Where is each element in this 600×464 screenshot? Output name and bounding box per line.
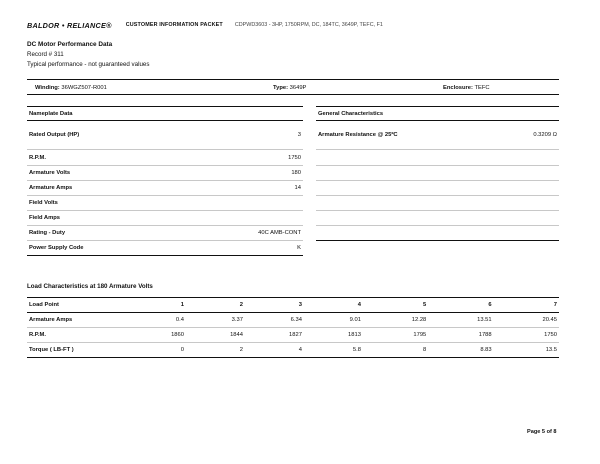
winding-label: Winding: — [35, 84, 60, 91]
table-cell: 1795 — [363, 328, 428, 343]
table-cell: 13.51 — [428, 313, 493, 328]
table-row — [27, 150, 303, 166]
table-row — [27, 181, 303, 196]
row-value: 3 — [297, 132, 301, 138]
enclosure-field — [443, 85, 490, 91]
table-row — [27, 196, 303, 211]
table-cell: 5.8 — [304, 343, 363, 358]
summary-bar — [27, 79, 559, 95]
general-characteristics-table — [316, 106, 559, 241]
load-point-column-header: 3 — [245, 298, 304, 313]
table-row — [316, 166, 559, 181]
record-number: Record # 311 — [27, 51, 64, 58]
table-row — [316, 196, 559, 211]
baldor-reliance-logo: BALDOR • RELIANCE® — [27, 20, 112, 30]
table-row — [27, 166, 303, 181]
row-label: Torque ( LB-FT ) — [27, 343, 127, 358]
load-point-column-header: 1 — [127, 298, 186, 313]
table-cell: 1750 — [494, 328, 559, 343]
table-cell: 13.5 — [494, 343, 559, 358]
general-title: General Characteristics — [316, 106, 559, 121]
table-cell: 2 — [186, 343, 245, 358]
table-cell: 9.01 — [304, 313, 363, 328]
table-cell: 1813 — [304, 328, 363, 343]
table-row — [316, 181, 559, 196]
row-value: 180 — [291, 170, 301, 176]
nameplate-title: Nameplate Data — [27, 106, 303, 121]
table-row — [27, 211, 303, 226]
table-row — [316, 226, 559, 241]
table-cell: 20.45 — [494, 313, 559, 328]
load-point-column-header: 5 — [363, 298, 428, 313]
table-row — [27, 343, 559, 358]
row-label: Power Supply Code — [29, 245, 84, 251]
row-label: Armature Amps — [29, 185, 73, 191]
table-cell: 6.34 — [245, 313, 304, 328]
table-cell: 3.37 — [186, 313, 245, 328]
enclosure-label: Enclosure: — [443, 84, 473, 91]
row-value: 40C AMB-CONT — [258, 230, 301, 236]
load-characteristics-table — [27, 297, 559, 358]
table-cell: 8 — [363, 343, 428, 358]
product-description: CDPWD3603 - 3HP, 1750RPM, DC, 184TC, 3649P, TEFC, F1 — [234, 22, 383, 28]
load-point-column-header: 7 — [494, 298, 559, 313]
load-point-column-header: 6 — [428, 298, 493, 313]
table-cell: 12.28 — [363, 313, 428, 328]
row-label: R.P.M. — [27, 328, 127, 343]
table-cell: 0.4 — [127, 313, 186, 328]
enclosure-value: TEFC — [474, 84, 490, 91]
table-cell: 1844 — [186, 328, 245, 343]
row-label: R.P.M. — [29, 154, 46, 161]
page-number: Page 5 of 8 — [527, 429, 557, 435]
row-value: K — [297, 245, 301, 251]
row-value: 14 — [294, 185, 301, 191]
packet-label: CUSTOMER INFORMATION PACKET — [125, 22, 223, 28]
winding-field — [35, 85, 107, 91]
table-cell: 4 — [245, 343, 304, 358]
row-label: Armature Volts — [29, 170, 71, 176]
load-point-header: Load Point — [27, 298, 127, 313]
row-value: 1750 — [288, 154, 301, 161]
row-label: Field Amps — [29, 215, 61, 221]
intro-block — [27, 41, 149, 68]
row-label: Rated Output (HP) — [29, 132, 80, 138]
document-header — [27, 19, 577, 31]
table-row — [27, 121, 303, 150]
table-cell: 1860 — [127, 328, 186, 343]
row-label: Armature Resistance @ 25ºC — [318, 131, 398, 138]
table-row — [27, 328, 559, 343]
performance-note: Typical performance - not guaranteed values — [27, 61, 150, 68]
load-point-column-header: 4 — [304, 298, 363, 313]
table-row — [316, 211, 559, 226]
load-characteristics-title: Load Characteristics at 180 Armature Volts — [27, 283, 153, 290]
document-title: DC Motor Performance Data — [27, 41, 113, 48]
table-row — [27, 241, 303, 256]
table-row — [27, 313, 559, 328]
winding-value: 36WGZ507-R001 — [61, 84, 107, 91]
type-field — [273, 85, 306, 91]
table-row — [27, 226, 303, 241]
row-label: Field Volts — [29, 200, 58, 206]
load-point-column-header: 2 — [186, 298, 245, 313]
nameplate-table — [27, 106, 303, 256]
table-cell: 8.83 — [428, 343, 493, 358]
table-row — [316, 121, 559, 150]
row-label: Armature Amps — [27, 313, 127, 328]
table-row — [316, 150, 559, 166]
row-value: 0.3209 Ω — [533, 132, 557, 138]
type-value: 3649P — [289, 84, 307, 91]
type-label: Type: — [273, 84, 289, 91]
row-label: Rating - Duty — [29, 230, 66, 236]
table-cell: 1788 — [428, 328, 493, 343]
table-cell: 1827 — [245, 328, 304, 343]
table-cell: 0 — [127, 343, 186, 358]
